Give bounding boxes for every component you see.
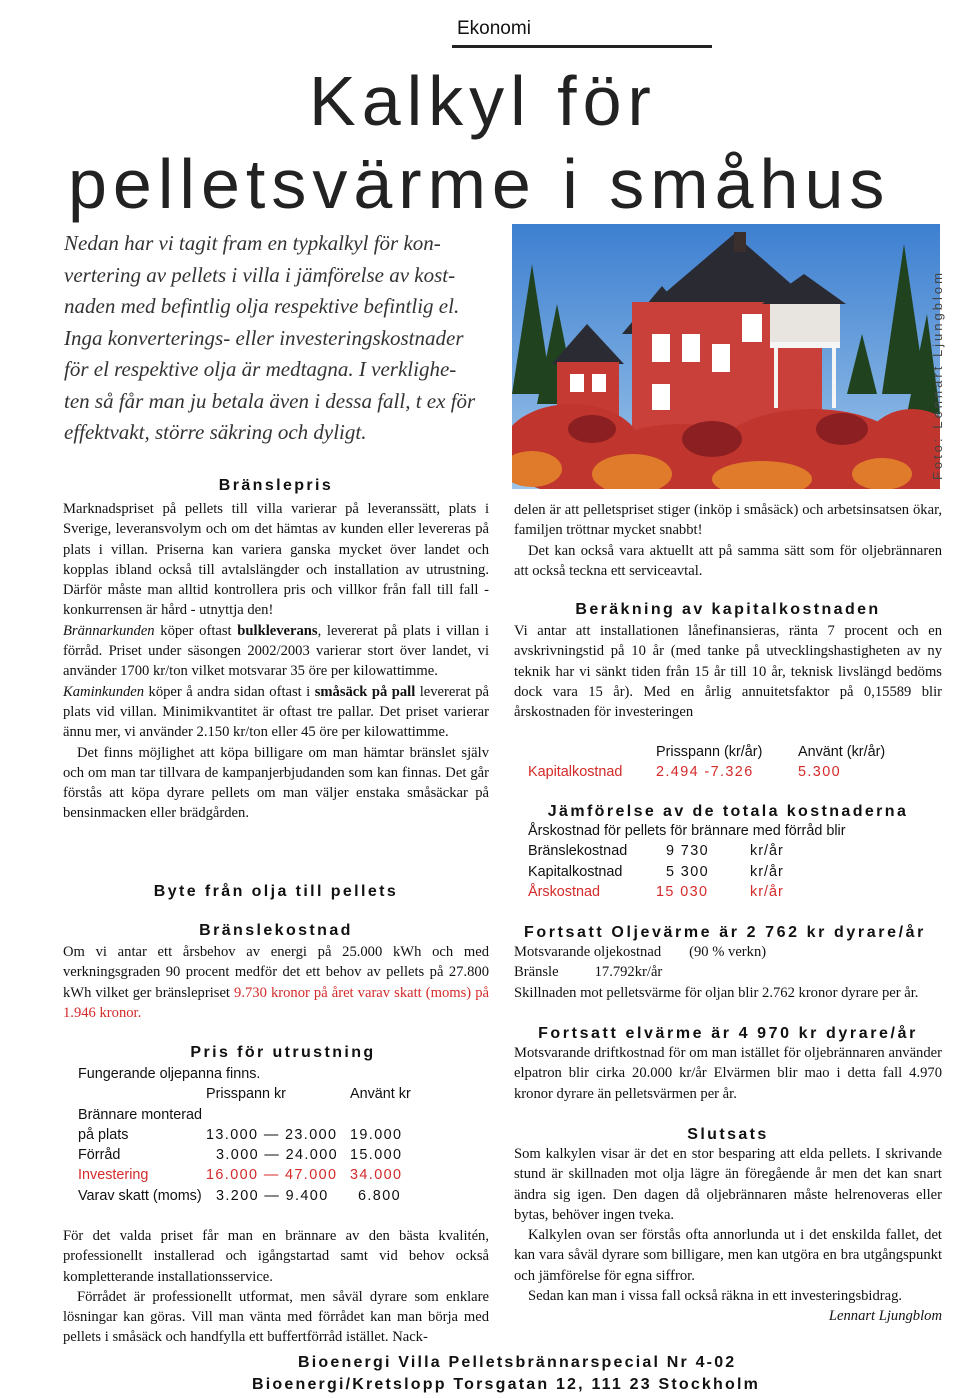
oljevarme-l2-value: 17.792kr/år: [594, 964, 663, 981]
row-range: 3.000 — 24.000: [216, 1147, 339, 1164]
branslepris-text: [63, 499, 489, 824]
kapital-table: [528, 742, 938, 783]
branslepris-p3: [63, 682, 489, 743]
footer-line1: Bioenergi Villa Pelletsbrännarspecial Nr 4-02: [298, 1354, 737, 1371]
utrustning-p2-left: Förrådet är professionellt utformat, men såväl dyrare som enklare lösningar kan göras. Vill man vänta med förrådet kan man börja med pellets i småsäck och handfylla ett buffertförråd istället. Nack-: [63, 1288, 489, 1346]
left-column: [63, 477, 489, 824]
lead-line: naden med befintlig olja respektive befintlig el.: [64, 294, 460, 318]
oljevarme-section: [514, 924, 944, 1003]
row-unit: kr/år: [750, 883, 784, 900]
row-label: Investering: [78, 1167, 149, 1184]
row-label: Årskostnad: [528, 883, 600, 900]
row-label: på plats: [78, 1126, 129, 1143]
row-label: Kapitalkostnad: [528, 764, 623, 781]
lead-line: Nedan har vi tagit fram en typkalkyl för kon-: [64, 231, 441, 255]
branslekostnad-text: [63, 942, 489, 1023]
table-row: [78, 1165, 488, 1185]
lead-line: vertering av pellets i villa i jämförelse av kost-: [64, 262, 456, 287]
lead-line: för el respektive olja är medtagna. I verklighe-: [64, 357, 457, 381]
row-range: 3.200 — 9.400: [216, 1187, 329, 1204]
branslepris-p2-b: bulkleverans: [237, 622, 318, 639]
row-range: 13.000 — 23.000: [206, 1126, 338, 1143]
table-row: [78, 1186, 488, 1206]
oljevarme-l2-label: Bränsle: [514, 964, 559, 981]
branslepris-p2-em: Brännarkunden: [63, 622, 155, 639]
branslepris-p3-em: Kaminkunden: [63, 683, 145, 700]
branslekostnad-p1-red: 9.730 kronor på året varav skatt (moms) på 1.946 kronor.: [63, 984, 489, 1021]
jamforelse-intro-text: Årskostnad för pellets för brännare med förråd blir: [528, 823, 846, 839]
row-label: Kapitalkostnad: [528, 863, 623, 880]
col-anvant: Använt (kr/år): [798, 744, 886, 760]
utrustning-heading: Pris för utrustning: [190, 1044, 376, 1061]
page-title-line1: Kalkyl för: [309, 62, 657, 140]
kapital-p1: Vi antar att installationen lånefinansieras, ränta 7 procent och en avskrivningstid på 10 år (med tanke på utvecklingshastigheten av ny teknik har vi sänkt tiden från 15 år till 10 år, teknisk livslängd bedöms dock vara 15 år). Med en årlig annuitetsfaktor på 0,15589 blir årskostnaden för investeringen: [514, 623, 942, 721]
lead-paragraph: [64, 228, 504, 449]
slutsats-text: [514, 1144, 942, 1327]
oljevarme-line3: Skillnaden mot pelletsvärme för oljan blir 2.762 kronor dyrare per år.: [514, 984, 919, 1001]
oljevarme-l1-label: Motsvarande oljekostnad: [514, 944, 662, 960]
slutsats-heading: Slutsats: [687, 1126, 769, 1143]
utrustning-p2-right: delen är att pelletspriset stiger (inköp i småsäck) och arbetsinsatsen ökar, familjen tröttnar mycket snabbt!: [514, 502, 942, 539]
elvarme-section: [514, 1025, 942, 1104]
branslekostnad-p1: Om vi antar ett årsbehov av energi på 25.000 kWh och med verkningsgraden 90 procent medför det ett behov av pellets på 27.800 kWh vilket ger bränslepriset: [63, 944, 489, 1001]
branslepris-heading: Bränslepris: [218, 477, 334, 494]
utrustning-p3: Det kan också vara aktuellt att på samma sätt som för oljebrännaren att också teckna ett serviceavtal.: [514, 542, 942, 579]
photo-credit: Foto: Lennart Ljungblom: [930, 270, 945, 480]
kapital-section: [514, 601, 942, 722]
row-label: Varav skatt (moms): [78, 1187, 202, 1204]
row-range: 2.494 -7.326: [656, 764, 754, 781]
table-row: [78, 1145, 488, 1165]
row-used: 6.800: [358, 1187, 402, 1204]
utrustning-intro-text: Fungerande oljepanna finns.: [78, 1066, 261, 1082]
kapital-table-header: [528, 742, 938, 762]
page-title-line2: pelletsvärme i småhus: [68, 145, 891, 223]
elvarme-p1: Motsvarande driftkostnad för om man istället för oljebrännaren använder elpatron blir cirka 20.000 kr/år Elvärmen blir mao i detta fall 4.970 kronor dyrare än pelletsvärmen per år.: [514, 1045, 942, 1102]
col-prisspann: Prisspann (kr/år): [656, 744, 763, 760]
jamforelse-heading: Jämförelse av de totala kostnaderna: [547, 803, 909, 820]
house-photo: [512, 224, 940, 489]
right-column-top: [514, 500, 942, 581]
slutsats-section: [514, 1126, 942, 1327]
row-value: 5 300: [666, 863, 710, 880]
branslepris-p2: [63, 621, 489, 682]
row-range: 16.000 — 47.000: [206, 1167, 338, 1184]
slutsats-p2: Kalkylen ovan ser förstås ofta annorlunda ut i det enskilda fallet, det kan vara såväl dyrare som billigare, men kan utgöra en bra utgångspunkt och jämförelse för egna siffror.: [514, 1227, 942, 1284]
row-used: 15.000: [350, 1147, 403, 1164]
utrustning-text: [63, 1226, 489, 1348]
col-anvant: Använt kr: [350, 1086, 411, 1103]
utrustning-table: [78, 1064, 488, 1206]
oljevarme-l1-value: (90 % verkn): [689, 944, 767, 960]
house-photo-illustration: [512, 224, 940, 489]
utrustning-table-header: [78, 1084, 488, 1104]
row-label: Brännare monterad: [78, 1106, 202, 1123]
branslepris-p3-a: köper å andra sidan oftast i: [144, 683, 315, 700]
row-unit: kr/år: [750, 843, 784, 860]
branslepris-p2-c: , levererat på plats i villan i förråd. Priset under säsongen 2002/2003 varierar stort över landet, vi använder 1700 kr/ton vilket motsvarar 35 öre per kilowattimme.: [63, 622, 489, 680]
oljevarme-text: [514, 942, 944, 1003]
row-used: 19.000: [350, 1126, 403, 1143]
section-label: Ekonomi: [457, 18, 531, 39]
branslepris-p4: Det finns möjlighet att köpa billigare om man hämtar bränslet själv och om man tar tillvara de kampanjerbjudanden som kan finnas. Det går förstås att köpa dyrare pellets om man väljer enstaka småsäckar på bensinmacken eller brädgården.: [63, 744, 489, 822]
branslepris-p1: Marknadspriset på pellets till villa varierar på leveranssätt, plats i Sverige, leveransvolym och om det hämtas av kunden eller levereras på plats i villan. Priserna kan variera ganska mycket över landet och kopplas ibland också till avtalslängder och installation av utrustning. Därför måste man alltid kontrollera pris och villkor från fall till fall - konkurrensen är hård - utnyttja den!: [63, 501, 489, 619]
slutsats-author: Lennart Ljungblom: [828, 1308, 942, 1325]
jamforelse-section: [514, 803, 942, 902]
table-row: [528, 841, 942, 861]
table-row: [78, 1125, 488, 1145]
row-used: 5.300: [798, 764, 842, 781]
lead-line: effektvakt, större säkring och dyligt.: [64, 420, 367, 444]
jamforelse-table: [528, 821, 942, 902]
oljevarme-heading: Fortsatt Oljevärme är 2 762 kr dyrare/år: [524, 924, 926, 941]
branslekostnad-section: [63, 922, 489, 1023]
slutsats-p3: Sedan kan man i vissa fall också räkna in ett investeringsbidrag.: [528, 1288, 903, 1305]
utrustning-section: [78, 1044, 488, 1206]
elvarme-heading: Fortsatt elvärme är 4 970 kr dyrare/år: [538, 1025, 918, 1042]
footer-line2: Bioenergi/Kretslopp Torsgatan 12, 111 23 Stockholm: [252, 1376, 761, 1393]
byte-heading: Byte från olja till pellets: [153, 883, 399, 900]
branslepris-p2-a: köper oftast: [154, 622, 238, 639]
table-row: [78, 1105, 488, 1125]
branslekostnad-heading: Bränslekostnad: [199, 922, 353, 939]
lead-line: Inga konverterings- eller investeringskostnader: [64, 325, 464, 350]
table-row: [528, 882, 942, 902]
jamforelse-intro: [528, 821, 942, 841]
row-value: 15 030: [656, 883, 709, 900]
row-unit: kr/år: [750, 863, 784, 880]
kapital-heading: Beräkning av kapitalkostnaden: [575, 601, 881, 618]
branslepris-p3-c: levererat på plats vid villan. Minimikvantitet är oftast tre pallar. Det priset varierar ännu mer, vi använder 2.150 kr/ton eller 45 öre per kilowattimme.: [63, 683, 489, 741]
row-used: 34.000: [350, 1167, 403, 1184]
oljevarme-line2: [514, 962, 944, 982]
oljevarme-line1: [514, 942, 944, 962]
lead-line: ten så får man ju betala även i dessa fall, t ex för: [64, 388, 476, 413]
utrustning-intro: [78, 1064, 488, 1084]
header-rule: [452, 45, 712, 48]
utrustning-p1: För det valda priset får man en brännare av den bästa kvalitén, professionellt installerad och igångstartad samt vid behov också kompletterande installationsservice.: [63, 1228, 489, 1285]
table-row: [528, 862, 942, 882]
row-value: 9 730: [666, 843, 710, 860]
table-row: [528, 762, 938, 782]
col-prisspann: Prisspann kr: [206, 1086, 286, 1103]
slutsats-p1: Som kalkylen visar är det en stor besparing att elda pellets. I skrivande stund är skillnaden mot olja lägre än föregående år men det kan snart ändra sig igen. Den dagen då oljebrännaren måste helrenoveras eller bytas, behöver ingen tveka.: [514, 1146, 942, 1223]
row-label: Bränslekostnad: [528, 843, 628, 860]
row-label: Förråd: [78, 1147, 121, 1164]
branslepris-p3-b: småsäck på pall: [314, 683, 416, 700]
